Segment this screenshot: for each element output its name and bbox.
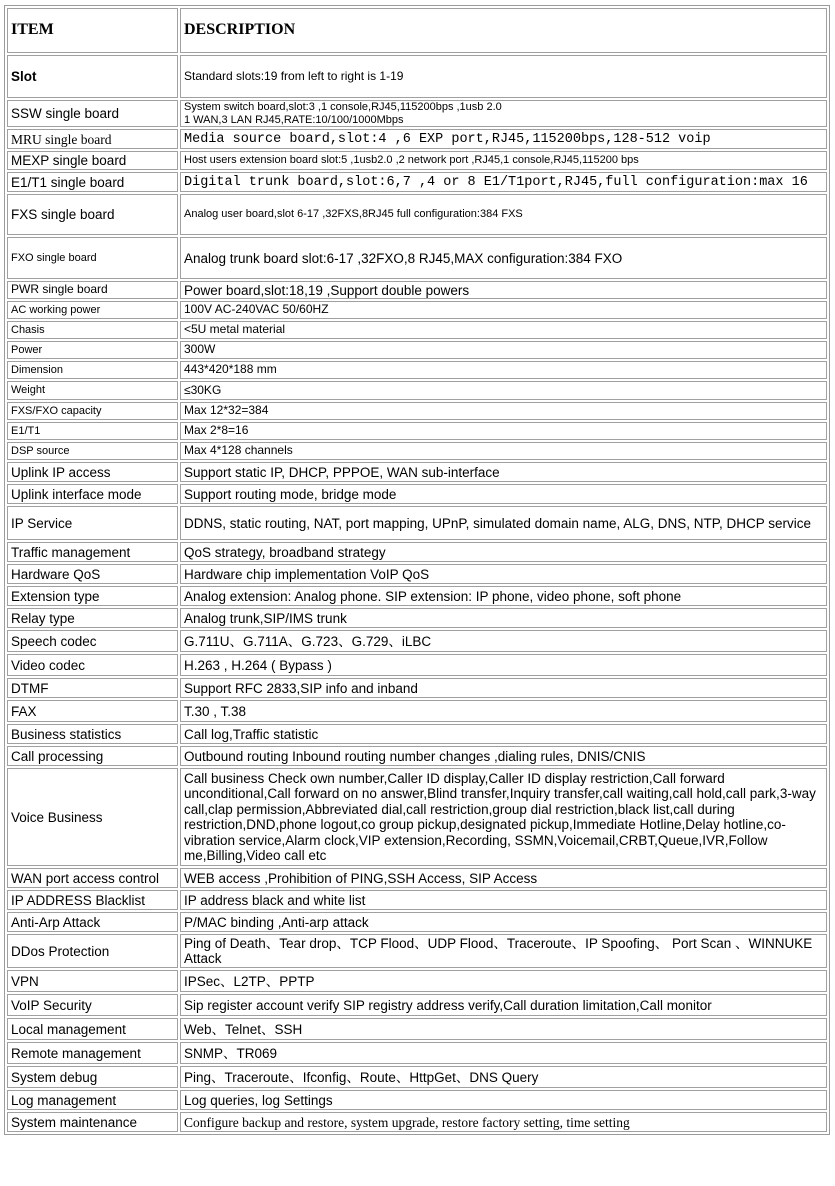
table-row bbox=[7, 746, 827, 766]
table-row bbox=[7, 678, 827, 698]
description-cell: SNMP、TR069 bbox=[180, 1042, 827, 1064]
item-cell: E1/T1 single board bbox=[7, 172, 178, 192]
item-cell: DTMF bbox=[7, 678, 178, 698]
item-cell: Business statistics bbox=[7, 724, 178, 744]
table-row bbox=[7, 1066, 827, 1088]
description-cell: 100V AC-240VAC 50/60HZ bbox=[180, 301, 827, 319]
table-row bbox=[7, 237, 827, 279]
description-cell: Hardware chip implementation VoIP QoS bbox=[180, 564, 827, 584]
description-cell: Support routing mode, bridge mode bbox=[180, 484, 827, 504]
item-cell: System maintenance bbox=[7, 1112, 178, 1132]
item-cell: System debug bbox=[7, 1066, 178, 1088]
item-cell: E1/T1 bbox=[7, 422, 178, 440]
item-cell: MEXP single board bbox=[7, 151, 178, 170]
table-row bbox=[7, 970, 827, 992]
description-cell: 443*420*188 mm bbox=[180, 361, 827, 379]
item-cell: IP ADDRESS Blacklist bbox=[7, 890, 178, 910]
table-row bbox=[7, 768, 827, 866]
description-cell: Ping、Traceroute、Ifconfig、Route、HttpGet、DNS Query bbox=[180, 1066, 827, 1088]
description-cell: Configure backup and restore, system upgrade, restore factory setting, time setting bbox=[180, 1112, 827, 1132]
table-row bbox=[7, 1090, 827, 1110]
specification-table bbox=[4, 5, 830, 1135]
description-cell: Support RFC 2833,SIP info and inband bbox=[180, 678, 827, 698]
description-cell: IPSec、L2TP、PPTP bbox=[180, 970, 827, 992]
item-cell: Power bbox=[7, 341, 178, 359]
item-cell: Video codec bbox=[7, 654, 178, 676]
table-row bbox=[7, 129, 827, 149]
description-cell: Power board,slot:18,19 ,Support double powers bbox=[180, 281, 827, 299]
table-row bbox=[7, 630, 827, 652]
item-cell: Local management bbox=[7, 1018, 178, 1040]
item-cell: Uplink IP access bbox=[7, 462, 178, 482]
item-cell: PWR single board bbox=[7, 281, 178, 299]
description-cell: Host users extension board slot:5 ,1usb2.0 ,2 network port ,RJ45,1 console,RJ45,115200 bps bbox=[180, 151, 827, 170]
description-cell: Analog extension: Analog phone. SIP extension: IP phone, video phone, soft phone bbox=[180, 586, 827, 606]
item-cell: Slot bbox=[7, 55, 178, 98]
item-cell: Chasis bbox=[7, 321, 178, 339]
item-cell: Call processing bbox=[7, 746, 178, 766]
table-row bbox=[7, 724, 827, 744]
specification-table-body bbox=[7, 8, 827, 1132]
item-cell: DDos Protection bbox=[7, 934, 178, 968]
item-cell: FXO single board bbox=[7, 237, 178, 279]
table-row bbox=[7, 381, 827, 400]
table-row bbox=[7, 1112, 827, 1132]
table-row bbox=[7, 586, 827, 606]
description-cell: WEB access ,Prohibition of PING,SSH Access, SIP Access bbox=[180, 868, 827, 888]
item-cell: Hardware QoS bbox=[7, 564, 178, 584]
table-row bbox=[7, 301, 827, 319]
description-cell: System switch board,slot:3 ,1 console,RJ45,115200bps ,1usb 2.0 1 WAN,3 LAN RJ45,RATE:10/100/1000Mbps bbox=[180, 100, 827, 127]
description-cell: Max 12*32=384 bbox=[180, 402, 827, 420]
description-cell: P/MAC binding ,Anti-arp attack bbox=[180, 912, 827, 932]
table-row bbox=[7, 506, 827, 540]
description-cell: Analog trunk board slot:6-17 ,32FXO,8 RJ45,MAX configuration:384 FXO bbox=[180, 237, 827, 279]
table-row bbox=[7, 100, 827, 127]
table-row bbox=[7, 402, 827, 420]
table-row bbox=[7, 172, 827, 192]
table-row bbox=[7, 442, 827, 460]
description-cell: Support static IP, DHCP, PPPOE, WAN sub-interface bbox=[180, 462, 827, 482]
description-cell: Sip register account verify SIP registry address verify,Call duration limitation,Call monitor bbox=[180, 994, 827, 1016]
table-row bbox=[7, 422, 827, 440]
description-cell: Digital trunk board,slot:6,7 ,4 or 8 E1/T1port,RJ45,full configuration:max 16 bbox=[180, 172, 827, 192]
description-cell: Max 4*128 channels bbox=[180, 442, 827, 460]
description-cell: Outbound routing Inbound routing number changes ,dialing rules, DNIS/CNIS bbox=[180, 746, 827, 766]
table-row bbox=[7, 55, 827, 98]
item-cell: VPN bbox=[7, 970, 178, 992]
table-row bbox=[7, 1042, 827, 1064]
description-cell: ≤30KG bbox=[180, 381, 827, 400]
item-cell: Uplink interface mode bbox=[7, 484, 178, 504]
table-row bbox=[7, 934, 827, 968]
table-row bbox=[7, 890, 827, 910]
item-cell: VoIP Security bbox=[7, 994, 178, 1016]
table-row bbox=[7, 151, 827, 170]
table-row bbox=[7, 912, 827, 932]
description-cell: T.30 , T.38 bbox=[180, 700, 827, 722]
description-cell: <5U metal material bbox=[180, 321, 827, 339]
description-cell: Log queries, log Settings bbox=[180, 1090, 827, 1110]
item-cell: FAX bbox=[7, 700, 178, 722]
table-row bbox=[7, 361, 827, 379]
description-cell: Ping of Death、Tear drop、TCP Flood、UDP Flood、Traceroute、IP Spoofing、 Port Scan 、WINNUKE Attack bbox=[180, 934, 827, 968]
table-header-row bbox=[7, 8, 827, 53]
item-cell: Anti-Arp Attack bbox=[7, 912, 178, 932]
table-row bbox=[7, 341, 827, 359]
description-cell: Analog user board,slot 6-17 ,32FXS,8RJ45 full configuration:384 FXS bbox=[180, 194, 827, 235]
table-row bbox=[7, 1018, 827, 1040]
item-cell: Dimension bbox=[7, 361, 178, 379]
item-cell: Log management bbox=[7, 1090, 178, 1110]
item-cell: Relay type bbox=[7, 608, 178, 628]
item-cell: AC working power bbox=[7, 301, 178, 319]
item-cell: MRU single board bbox=[7, 129, 178, 149]
description-cell: Standard slots:19 from left to right is 1-19 bbox=[180, 55, 827, 98]
table-row bbox=[7, 321, 827, 339]
item-cell: DSP source bbox=[7, 442, 178, 460]
item-cell: Weight bbox=[7, 381, 178, 400]
description-cell: G.711U、G.711A、G.723、G.729、iLBC bbox=[180, 630, 827, 652]
item-cell: Remote management bbox=[7, 1042, 178, 1064]
table-row bbox=[7, 484, 827, 504]
table-row bbox=[7, 868, 827, 888]
item-cell: Voice Business bbox=[7, 768, 178, 866]
table-row bbox=[7, 542, 827, 562]
description-cell: DDNS, static routing, NAT, port mapping, UPnP, simulated domain name, ALG, DNS, NTP, DHCP service bbox=[180, 506, 827, 540]
description-column-header: DESCRIPTION bbox=[180, 8, 827, 53]
description-cell: 300W bbox=[180, 341, 827, 359]
description-cell: Call log,Traffic statistic bbox=[180, 724, 827, 744]
description-cell: Web、Telnet、SSH bbox=[180, 1018, 827, 1040]
table-row bbox=[7, 994, 827, 1016]
table-row bbox=[7, 462, 827, 482]
description-cell: IP address black and white list bbox=[180, 890, 827, 910]
item-column-header: ITEM bbox=[7, 8, 178, 53]
description-cell: Max 2*8=16 bbox=[180, 422, 827, 440]
description-cell: H.263 , H.264 ( Bypass ) bbox=[180, 654, 827, 676]
item-cell: Traffic management bbox=[7, 542, 178, 562]
item-cell: FXS/FXO capacity bbox=[7, 402, 178, 420]
description-cell: Analog trunk,SIP/IMS trunk bbox=[180, 608, 827, 628]
table-row bbox=[7, 194, 827, 235]
item-cell: Speech codec bbox=[7, 630, 178, 652]
item-cell: WAN port access control bbox=[7, 868, 178, 888]
item-cell: FXS single board bbox=[7, 194, 178, 235]
table-row bbox=[7, 608, 827, 628]
table-row bbox=[7, 654, 827, 676]
description-cell: Media source board,slot:4 ,6 EXP port,RJ45,115200bps,128-512 voip bbox=[180, 129, 827, 149]
table-row bbox=[7, 700, 827, 722]
description-cell: Call business Check own number,Caller ID display,Caller ID display restriction,Call forward unconditional,Call forward on no answer,Blind transfer,Inquiry transfer,call waiting,call hold,call park,3-way call,clap permission,Abbreviated dial,call restriction,group dial restriction,black list,call during restriction,DND,phone logout,co group pickup,designated pickup,Immediate Hotline,Delay hotline,co-vibration service,Alarm clock,VIP extension,Recording, SSMN,Voicemail,CRBT,Queue,IVR,Follow me,Billing,Video call etc bbox=[180, 768, 827, 866]
description-cell: QoS strategy, broadband strategy bbox=[180, 542, 827, 562]
item-cell: IP Service bbox=[7, 506, 178, 540]
item-cell: Extension type bbox=[7, 586, 178, 606]
table-row bbox=[7, 281, 827, 299]
table-row bbox=[7, 564, 827, 584]
item-cell: SSW single board bbox=[7, 100, 178, 127]
